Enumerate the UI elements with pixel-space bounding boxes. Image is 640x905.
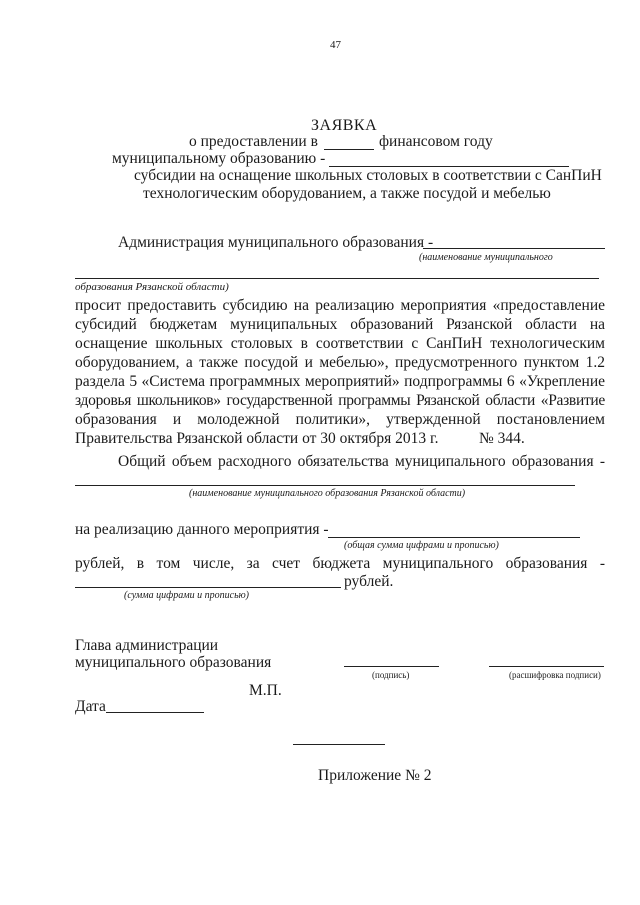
- total-hint: (наименование муниципального образования Рязанской области): [189, 488, 466, 499]
- header-line-1-pre: о предоставлении в: [189, 133, 318, 150]
- activity-label: на реализацию данного мероприятия -: [75, 521, 329, 538]
- header-line-1-post: финансовом году: [379, 133, 493, 150]
- rubles-line: рублей, в том числе, за счет бюджета муниципального образования -: [75, 555, 605, 572]
- document-title: ЗАЯВКА: [311, 117, 378, 134]
- request-line: просит предоставить субсидию на реализацию мероприятия «предоставление: [75, 297, 605, 314]
- total-field[interactable]: [75, 485, 575, 486]
- date-label: Дата: [75, 698, 106, 715]
- header-line-2: муниципальному образованию -: [112, 150, 326, 167]
- stamp-label: М.П.: [249, 682, 282, 699]
- request-line: образования и молодежной политики», утвержденной постановлением: [75, 411, 605, 428]
- signature-field[interactable]: [344, 666, 439, 667]
- administration-hint-2: образования Рязанской области): [75, 281, 229, 293]
- administration-label: Администрация муниципального образования -: [118, 234, 434, 251]
- signature-decode-hint: (расшифровка подписи): [509, 670, 601, 680]
- signature-decode-field[interactable]: [489, 666, 604, 667]
- total-line: Общий объем расходного обязательства муниципального образования -: [118, 453, 605, 470]
- request-last-line: Правительства Рязанской области от 30 октября 2013 г.: [75, 430, 439, 447]
- request-paragraph: [75, 296, 605, 429]
- administration-hint-1: (наименование муниципального: [419, 252, 553, 263]
- date-field[interactable]: [106, 712, 204, 713]
- signature-hint: (подпись): [372, 670, 410, 680]
- request-line: здоровья школьников» государственной программы Рязанской области «Развитие: [75, 392, 605, 409]
- year-field[interactable]: [324, 149, 374, 150]
- head-title-line-2: муниципального образования: [75, 654, 272, 671]
- request-line: раздела 5 «Система программных мероприятий» подпрограммы 6 «Укрепление: [75, 373, 605, 390]
- separator-line: [293, 744, 385, 745]
- activity-field[interactable]: [328, 537, 580, 538]
- rubles-hint: (сумма цифрами и прописью): [124, 590, 250, 601]
- request-number: № 344.: [479, 430, 525, 447]
- request-line: субсидий бюджетам муниципальных образований Рязанской области на: [75, 316, 605, 333]
- head-title-line-1: Глава администрации: [75, 637, 219, 654]
- administration-field-2[interactable]: [75, 278, 599, 279]
- appendix-label: Приложение № 2: [318, 767, 432, 784]
- page-number: 47: [330, 39, 341, 51]
- request-line: оборудованием, а также посудой и мебелью», предусмотренного пунктом 1.2: [75, 354, 605, 371]
- header-line-4: технологическим оборудованием, а также посудой и мебелью: [143, 185, 551, 202]
- administration-field[interactable]: [423, 248, 605, 249]
- header-line-3: субсидии на оснащение школьных столовых в соответствии с СанПиН: [134, 167, 602, 184]
- request-line: оснащение школьных столовых в соответствии с СанПиН технологическим: [75, 335, 605, 352]
- rubles-field[interactable]: [75, 587, 341, 588]
- activity-hint: (общая сумма цифрами и прописью): [344, 540, 499, 551]
- rubles-suffix: рублей.: [344, 573, 394, 590]
